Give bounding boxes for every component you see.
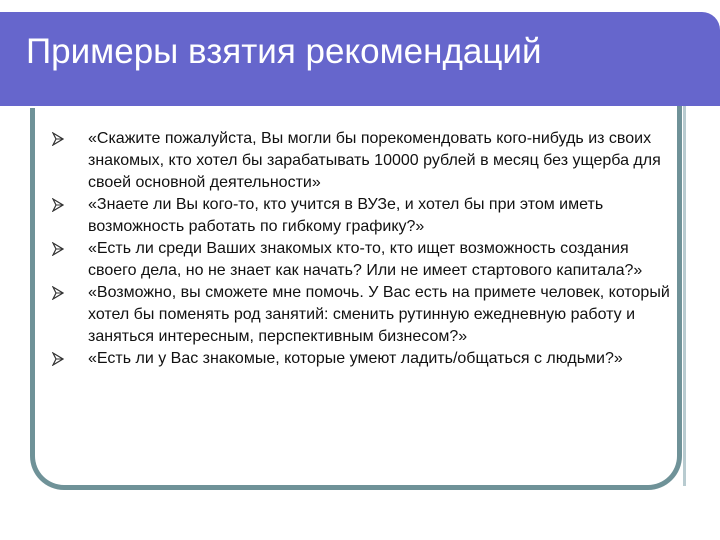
- bullet-list: [52, 128, 672, 370]
- bullet-item: [52, 238, 672, 282]
- bullet-text: «Знаете ли Вы кого-то, кто учится в ВУЗе, и хотел бы при этом иметь возможность работать по гибкому графику?»: [88, 196, 604, 235]
- title-underline: [0, 106, 636, 108]
- arrow-bullet-icon: [52, 238, 72, 260]
- bullet-text: «Есть ли у Вас знакомые, которые умеют ладить/общаться с людьми?»: [88, 350, 623, 367]
- arrow-bullet-icon: [52, 282, 72, 304]
- bullet-text: «Скажите пожалуйста, Вы могли бы порекомендовать кого-нибудь из своих знакомых, кто хотел бы зарабатывать 10000 рублей в месяц без ущерба для своей основной деятельности»: [88, 130, 661, 191]
- bullet-item: [52, 348, 672, 370]
- bullet-text: «Есть ли среди Ваших знакомых кто-то, кто ищет возможность создания своего дела, но не знает как начать? Или не имеет стартового капитала?»: [88, 240, 643, 279]
- bullet-text: «Возможно, вы сможете мне помочь. У Вас есть на примете человек, который хотел бы поменять род занятий: сменить рутинную ежедневную работу и заняться интересным, перспективным бизнесом?»: [88, 284, 670, 345]
- arrow-bullet-icon: [52, 128, 72, 150]
- bullet-item: [52, 282, 672, 348]
- arrow-bullet-icon: [52, 194, 72, 216]
- frame-highlight: [683, 106, 686, 486]
- arrow-bullet-icon: [52, 348, 72, 370]
- bullet-item: [52, 128, 672, 194]
- slide-title: Примеры взятия рекомендаций: [26, 32, 542, 71]
- bullet-item: [52, 194, 672, 238]
